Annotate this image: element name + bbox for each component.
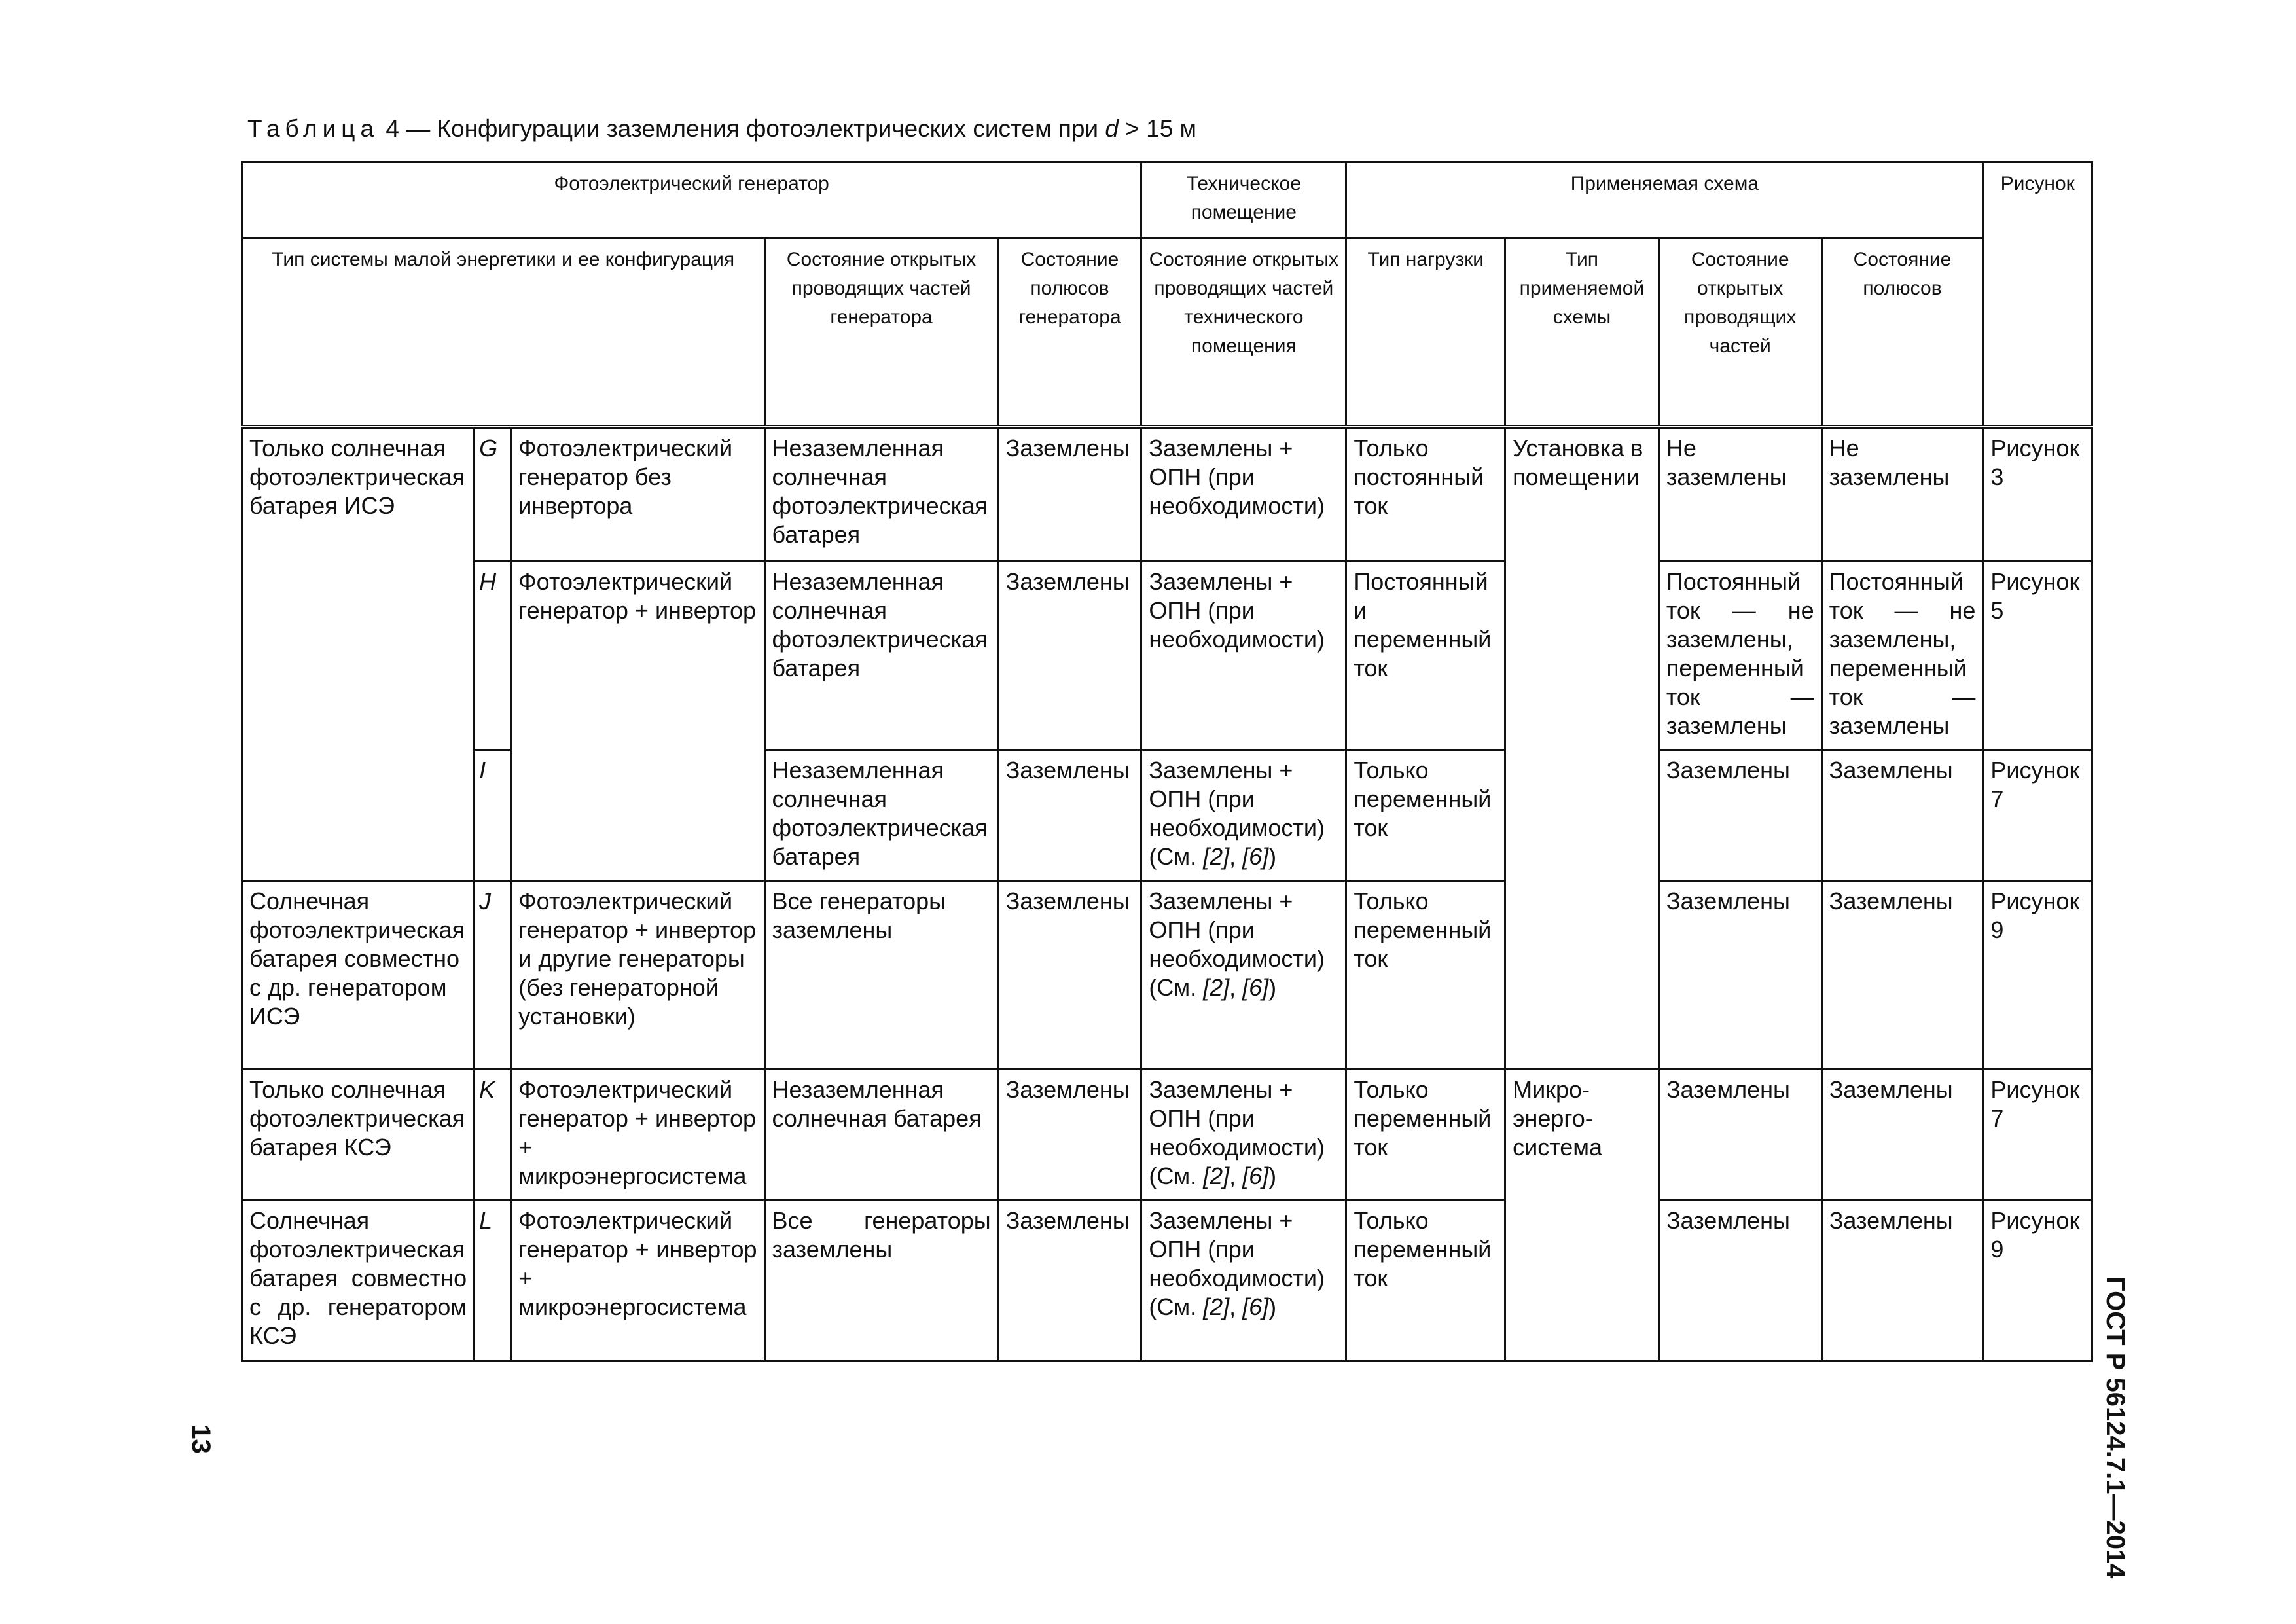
config-text: Фотоэлектрический генератор + инвертор + микроэнергосистема — [518, 1207, 757, 1320]
system-cell: Только солнечная фотоэлектрическая батарея КСЭ — [242, 1070, 475, 1200]
parts-text: Постоянный ток — не заземлены, переменный ток — заземлены — [1666, 568, 1814, 739]
gen-parts-cell: Незаземленная солнечная фотоэлектрическая батарея — [764, 427, 998, 562]
gen-parts-cell: Незаземленная солнечная фотоэлектрическая батарея — [764, 750, 998, 881]
ref-close: ) — [1268, 843, 1277, 870]
room-parts-cell — [1141, 1200, 1346, 1362]
poles-cell — [1821, 562, 1983, 750]
scheme-cell: Микро-энерго-система — [1505, 1070, 1659, 1362]
header-figure: Рисунок — [1983, 162, 2092, 427]
figure-cell: Рисунок 7 — [1983, 1070, 2092, 1200]
table-row — [242, 1070, 2092, 1200]
load-cell: Только переменный ток — [1346, 1200, 1505, 1362]
header-technical-room: Техническое помещение — [1141, 162, 1346, 238]
gen-parts-cell: Незаземленная солнечная батарея — [764, 1070, 998, 1200]
system-text: Солнечная фотоэлектрическая батарея совместно с др. генератором КСЭ — [249, 1207, 467, 1349]
gen-poles-cell: Заземлены — [998, 881, 1141, 1070]
ref-sep: , — [1229, 1163, 1243, 1189]
parts-cell: Заземлены — [1659, 750, 1821, 881]
gen-poles-cell: Заземлены — [998, 750, 1141, 881]
ref-link-2[interactable]: [2] — [1203, 1163, 1230, 1189]
letter-cell: H — [475, 562, 511, 750]
room-parts-text: Заземлены + ОПН (при необходимости) — [1149, 888, 1325, 972]
scheme-cell: Установка в помещении — [1505, 427, 1659, 1070]
table-row — [242, 881, 2092, 1070]
table-row — [242, 562, 2092, 750]
room-parts-cell: Заземлены + ОПН (при необходимости) — [1141, 562, 1346, 750]
ref-link-6[interactable]: [6] — [1242, 1293, 1269, 1320]
poles-cell: Не заземлены — [1821, 427, 1983, 562]
ref-link-6[interactable]: [6] — [1242, 843, 1269, 870]
header-scheme-type: Тип применяемой схемы — [1505, 238, 1659, 427]
table-caption-prefix: Таблица — [247, 115, 380, 142]
ref-link-2[interactable]: [2] — [1203, 843, 1230, 870]
config-cell: Фотоэлектрический генератор без инвертора — [511, 427, 764, 562]
table-caption-variable: d — [1105, 115, 1119, 142]
table-row — [242, 427, 2092, 562]
gen-parts-cell: Незаземленная солнечная фотоэлектрическая батарея — [764, 562, 998, 750]
gen-parts-text: Все генераторы заземлены — [772, 1207, 991, 1263]
load-cell: Только переменный ток — [1346, 1070, 1505, 1200]
letter-cell: I — [475, 750, 511, 881]
room-parts-cell — [1141, 1070, 1346, 1200]
ref-close: ) — [1268, 1163, 1277, 1189]
figure-cell: Рисунок 3 — [1983, 427, 2092, 562]
room-parts-cell — [1141, 881, 1346, 1070]
system-cell — [242, 1200, 475, 1362]
system-cell: Солнечная фотоэлектрическая батарея совместно с др. генератором ИСЭ — [242, 881, 475, 1070]
room-parts-text: Заземлены + ОПН (при необходимости) — [1149, 1207, 1325, 1291]
header-applied-scheme: Применяемая схема — [1346, 162, 1983, 238]
table-row — [242, 1200, 2092, 1362]
header-open-parts-generator: Состояние открытых проводящих частей генератора — [764, 238, 998, 427]
parts-cell: Заземлены — [1659, 1070, 1821, 1200]
system-cell: Только солнечная фотоэлектрическая батарея ИСЭ — [242, 427, 475, 881]
header-row-2 — [242, 238, 2092, 427]
header-load-type: Тип нагрузки — [1346, 238, 1505, 427]
config-cell — [511, 1200, 764, 1362]
letter-cell: G — [475, 427, 511, 562]
config-cell: Фотоэлектрический генератор + инвертор и другие генераторы (без генераторной установки) — [511, 881, 764, 1070]
load-cell: Только переменный ток — [1346, 881, 1505, 1070]
standard-code: ГОСТ Р 56124.7.1—2014 — [2101, 1276, 2130, 1579]
header-poles-state: Состояние полюсов — [1821, 238, 1983, 427]
ref-link-6[interactable]: [6] — [1242, 974, 1269, 1001]
table-caption — [247, 115, 1196, 143]
gen-parts-cell — [764, 1200, 998, 1362]
poles-text: Постоянный ток — не заземлены, переменный ток — заземлены — [1829, 568, 1976, 739]
figure-cell: Рисунок 5 — [1983, 562, 2092, 750]
ref-sep: , — [1229, 1293, 1243, 1320]
letter-cell: J — [475, 881, 511, 1070]
load-cell: Постоянный и переменный ток — [1346, 562, 1505, 750]
ref-sep: , — [1229, 974, 1243, 1001]
config-cell: Фотоэлектрический генератор + инвертор — [511, 562, 764, 881]
table-caption-text: 4 — Конфигурации заземления фотоэлектрических систем при — [386, 115, 1105, 142]
figure-cell: Рисунок 9 — [1983, 881, 2092, 1070]
poles-cell: Заземлены — [1821, 881, 1983, 1070]
load-cell: Только постоянный ток — [1346, 427, 1505, 562]
poles-cell: Заземлены — [1821, 750, 1983, 881]
header-poles-generator: Состояние полюсов генератора — [998, 238, 1141, 427]
parts-cell: Заземлены — [1659, 1200, 1821, 1362]
table-caption-suffix: > 15 м — [1118, 115, 1196, 142]
header-pv-generator: Фотоэлектрический генератор — [242, 162, 1141, 238]
letter-cell: L — [475, 1200, 511, 1362]
gen-poles-cell: Заземлены — [998, 562, 1141, 750]
page-number: 13 — [186, 1424, 215, 1454]
figure-cell: Рисунок 9 — [1983, 1200, 2092, 1362]
header-open-parts-state: Состояние открытых проводящих частей — [1659, 238, 1821, 427]
load-cell: Только переменный ток — [1346, 750, 1505, 881]
gen-poles-cell: Заземлены — [998, 1200, 1141, 1362]
header-open-parts-room: Состояние открытых проводящих частей технического помещения — [1141, 238, 1346, 427]
poles-cell: Заземлены — [1821, 1200, 1983, 1362]
room-parts-text: Заземлены + ОПН (при необходимости) — [1149, 1076, 1325, 1161]
figure-cell: Рисунок 7 — [1983, 750, 2092, 881]
ref-close: ) — [1268, 974, 1277, 1001]
letter-cell: K — [475, 1070, 511, 1200]
room-parts-cell: Заземлены + ОПН (при необходимости) — [1141, 427, 1346, 562]
gen-poles-cell: Заземлены — [998, 1070, 1141, 1200]
ref-sep: , — [1229, 843, 1243, 870]
parts-cell: Заземлены — [1659, 881, 1821, 1070]
grounding-configurations-table — [241, 161, 2093, 1362]
header-system-type: Тип системы малой энергетики и ее конфигурация — [242, 238, 765, 427]
header-row-1 — [242, 162, 2092, 238]
ref-open: (См. — [1149, 1293, 1204, 1320]
config-cell: Фотоэлектрический генератор + инвертор + микроэнергосистема — [511, 1070, 764, 1200]
ref-link-2[interactable]: [2] — [1203, 974, 1230, 1001]
parts-cell: Не заземлены — [1659, 427, 1821, 562]
room-parts-text: Заземлены + ОПН (при необходимости) — [1149, 757, 1325, 841]
ref-open: (См. — [1149, 1163, 1204, 1189]
ref-open: (См. — [1149, 843, 1204, 870]
ref-open: (См. — [1149, 974, 1204, 1001]
gen-parts-cell: Все генераторы заземлены — [764, 881, 998, 1070]
ref-link-2[interactable]: [2] — [1203, 1293, 1230, 1320]
ref-close: ) — [1268, 1293, 1277, 1320]
room-parts-cell — [1141, 750, 1346, 881]
poles-cell: Заземлены — [1821, 1070, 1983, 1200]
parts-cell — [1659, 562, 1821, 750]
ref-link-6[interactable]: [6] — [1242, 1163, 1269, 1189]
gen-poles-cell: Заземлены — [998, 427, 1141, 562]
